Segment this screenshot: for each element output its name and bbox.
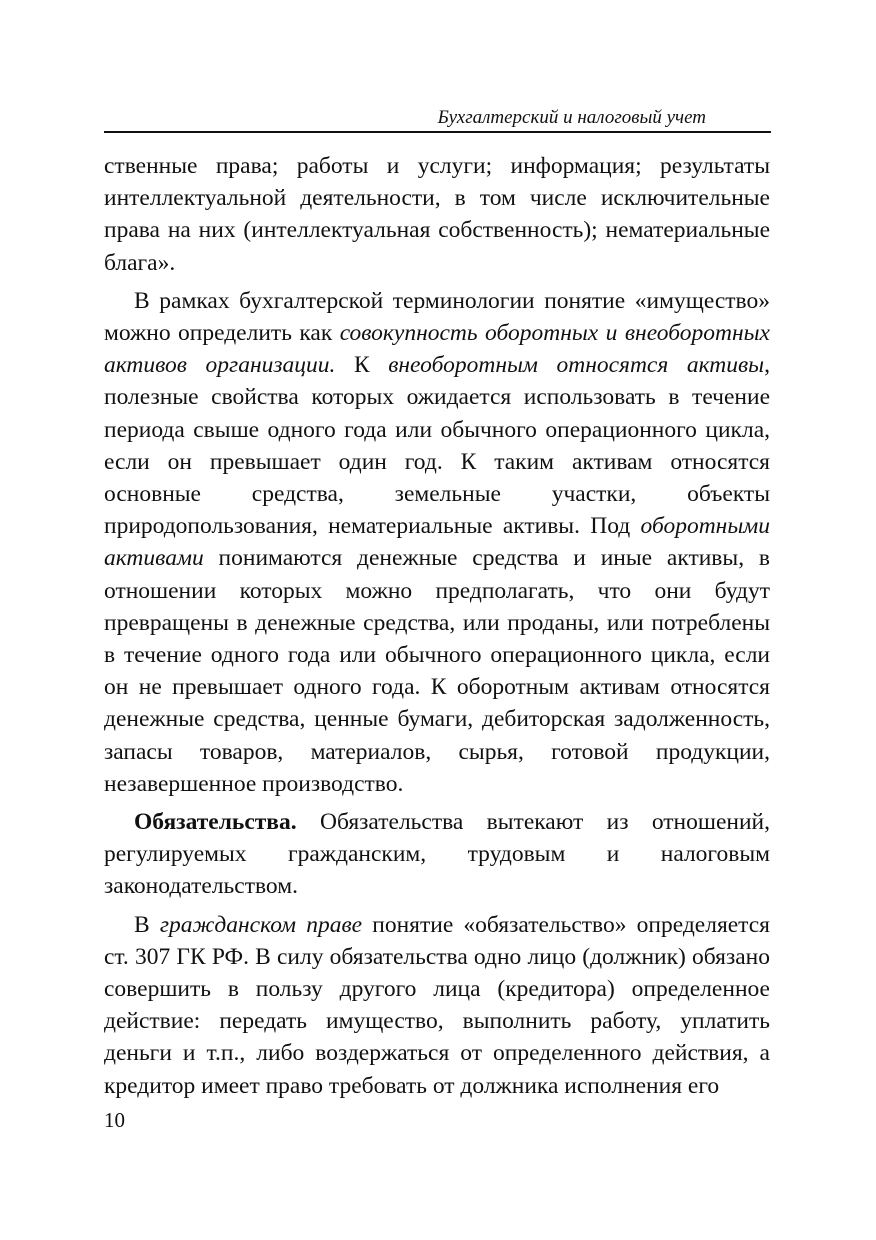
p2-text-3: , полезные свойства которых ожидается использовать в течение периода свыше одного года или обычного операционного цикла, если он превышает один год. К таким активам относятся основные средства, земельные участки, объекты природопользования, нематериальные активы. Под — [104, 352, 770, 540]
p3-bold-term: Обязательства. — [134, 809, 297, 836]
body-text — [104, 150, 770, 1108]
p4-text-1: В — [134, 911, 160, 938]
p4-italic-1: гражданском праве — [159, 911, 363, 938]
p2-italic-1: совокупность оборотных и внеоборотных активов организации. — [104, 320, 770, 379]
running-header: Бухгалтерский и налоговый учет — [437, 107, 706, 128]
paragraph-3 — [104, 806, 770, 903]
p3-text-1: Обязательства вытекают из отношений, регулируемых гражданским, трудовым и налоговым законодательством. — [104, 809, 770, 900]
paragraph-1: ственные права; работы и услуги; информация; результаты интеллектуальной деятельности, в том числе исключительные права на них (интеллектуальная собственность); нематериальные блага». — [104, 153, 770, 276]
p2-text-4: понимаются денежные средства и иные активы, в отношении которых можно предполагать, что они будут превращены в денежные средства, или проданы, или потреблены в течение одного года или обычного операционного цикла, если он не превышает одного года. К оборотным активам относятся денежные средства, ценные бумаги, дебиторская задолженность, запасы товаров, материалов, сырья, готовой продукции, незавершенное производство. — [104, 545, 770, 797]
p2-italic-3: оборотными активами — [104, 513, 770, 572]
header-rule — [104, 131, 771, 133]
page-number: 10 — [104, 1108, 125, 1132]
p4-text-2: понятие «обязательство» определяется ст. 307 ГК РФ. В силу обязательства одно лицо (должник) обязано совершить в пользу другого лица (кредитора) определенное действие: передать имущество, выполнить работу, уплатить деньги и т.п., либо воздержаться от определенного действия, а кредитор имеет право требовать от должника исполнения его — [104, 911, 770, 1099]
p2-italic-2: внеоборотным относятся активы — [388, 352, 765, 379]
paragraph-2 — [104, 285, 770, 800]
p2-text-1: В рамках бухгалтерской терминологии понятие «имущество» можно определить как — [104, 287, 770, 347]
paragraph-4 — [104, 909, 770, 1102]
p2-text-2: К — [335, 352, 389, 379]
